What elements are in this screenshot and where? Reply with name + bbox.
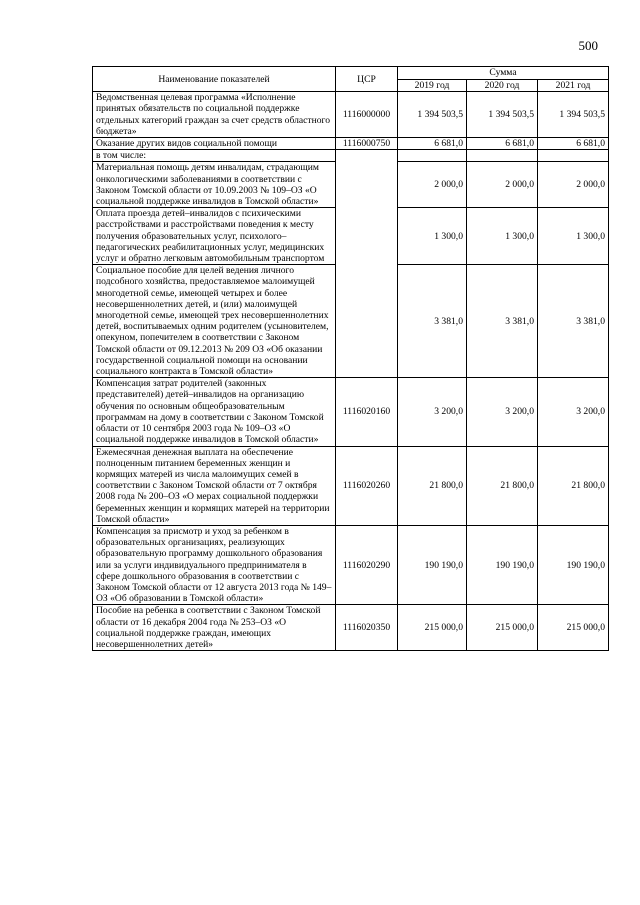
row-code: 1116020290: [336, 525, 398, 604]
row-name: Ведомственная целевая программа «Исполнение принятых обязательств по социальной поддержке отдельных категорий граждан за счет средств областного бюджета»: [93, 92, 336, 138]
table-row: [93, 150, 609, 162]
row-code-merged: [336, 150, 398, 378]
row-code: 1116000000: [336, 92, 398, 138]
table-row: [93, 605, 609, 651]
row-value-2020: 3 200,0: [467, 378, 538, 446]
table-row: [93, 378, 609, 446]
row-value-2020: 1 300,0: [467, 208, 538, 265]
header-row: [93, 67, 609, 80]
row-code: 1116020160: [336, 378, 398, 446]
budget-table: [92, 66, 609, 651]
table-row: [93, 92, 609, 138]
row-code: 1116020350: [336, 605, 398, 651]
row-name: Компенсация за присмотр и уход за ребенком в образовательных организациях, реализующих образовательную программу дошкольного образования или за услуги индивидуального предпринимателя в сфере дошкольного образования в соответствии с Законом Томской области от 12 августа 2013 года № 149–ОЗ «Об образовании в Томской области»: [93, 525, 336, 604]
header-code: ЦСР: [336, 67, 398, 92]
row-value-2020: [467, 150, 538, 162]
row-value-2020: 21 800,0: [467, 446, 538, 525]
row-name: Оказание других видов социальной помощи: [93, 138, 336, 150]
table-row: [93, 446, 609, 525]
header-year-2019: 2019 год: [398, 80, 467, 92]
row-name: Ежемесячная денежная выплата на обеспечение полноценным питанием беременных женщин и кормящих матерей из числа малоимущих семей в соответствии с Законом Томской области от 7 октября 2008 года № 200–ОЗ «О мерах социальной поддержки беременных женщин и кормящих матерей на территории Томской области»: [93, 446, 336, 525]
row-value-2019: 3 381,0: [398, 265, 467, 378]
row-value-2019: 1 300,0: [398, 208, 467, 265]
row-value-2021: [538, 150, 609, 162]
row-value-2020: 3 381,0: [467, 265, 538, 378]
row-name: в том числе:: [93, 150, 336, 162]
row-value-2019: 6 681,0: [398, 138, 467, 150]
page-number: 500: [578, 38, 598, 53]
row-value-2019: 1 394 503,5: [398, 92, 467, 138]
row-value-2020: 2 000,0: [467, 162, 538, 208]
row-name: Компенсация затрат родителей (законных представителей) детей–инвалидов на организацию обучения по основным общеобразовательным программам на дому в соответствии с Законом Томской области от 10 сентября 2003 года № 109–ОЗ «О социальной поддержке инвалидов в Томской области»: [93, 378, 336, 446]
header-year-2020: 2020 год: [467, 80, 538, 92]
row-name: Оплата проезда детей–инвалидов с психическими расстройствами и расстройствами поведения к месту получения образовательных услуг, психолого–педагогических реабилитационных услуг, медицинских услуг и обратно легковым автомобильным транспортом: [93, 208, 336, 265]
header-name: Наименование показателей: [93, 67, 336, 92]
row-name: Материальная помощь детям инвалидам, страдающим онкологическими заболеваниями в соответствии с Законом Томской области от 10.09.2003 № 109–ОЗ «О социальной поддержке инвалидов в Томской области»: [93, 162, 336, 208]
row-value-2020: 215 000,0: [467, 605, 538, 651]
row-value-2019: 3 200,0: [398, 378, 467, 446]
row-value-2021: 3 200,0: [538, 378, 609, 446]
header-sum: Сумма: [398, 67, 609, 80]
row-value-2021: 2 000,0: [538, 162, 609, 208]
row-value-2019: 2 000,0: [398, 162, 467, 208]
table-row: [93, 138, 609, 150]
row-value-2021: 190 190,0: [538, 525, 609, 604]
row-code: 1116020260: [336, 446, 398, 525]
row-value-2020: 1 394 503,5: [467, 92, 538, 138]
row-code: 1116000750: [336, 138, 398, 150]
row-value-2020: 6 681,0: [467, 138, 538, 150]
row-value-2019: 215 000,0: [398, 605, 467, 651]
row-value-2021: 1 394 503,5: [538, 92, 609, 138]
row-value-2020: 190 190,0: [467, 525, 538, 604]
table-row: [93, 525, 609, 604]
row-name: Пособие на ребенка в соответствии с Законом Томской области от 16 декабря 2004 года № 253–ОЗ «О социальной поддержке граждан, имеющих несовершеннолетних детей»: [93, 605, 336, 651]
row-value-2021: 215 000,0: [538, 605, 609, 651]
row-value-2021: 3 381,0: [538, 265, 609, 378]
row-value-2019: 21 800,0: [398, 446, 467, 525]
header-year-2021: 2021 год: [538, 80, 609, 92]
row-value-2021: 21 800,0: [538, 446, 609, 525]
row-value-2021: 6 681,0: [538, 138, 609, 150]
row-name: Социальное пособие для целей ведения личного подсобного хозяйства, предоставляемое малоимущей многодетной семье, имеющей четырех и более несовершеннолетних детей, и (или) малоимущей многодетной семье, имеющей трех несовершеннолетних детей, воспитываемых одним родителем (усыновителем, опекуном, попечителем в соответствии с Законом Томской области от 09.12.2013 № 209 ОЗ «Об оказании государственной социальной помощи на основании социального контракта в Томской области»: [93, 265, 336, 378]
row-value-2019: [398, 150, 467, 162]
row-value-2021: 1 300,0: [538, 208, 609, 265]
row-value-2019: 190 190,0: [398, 525, 467, 604]
